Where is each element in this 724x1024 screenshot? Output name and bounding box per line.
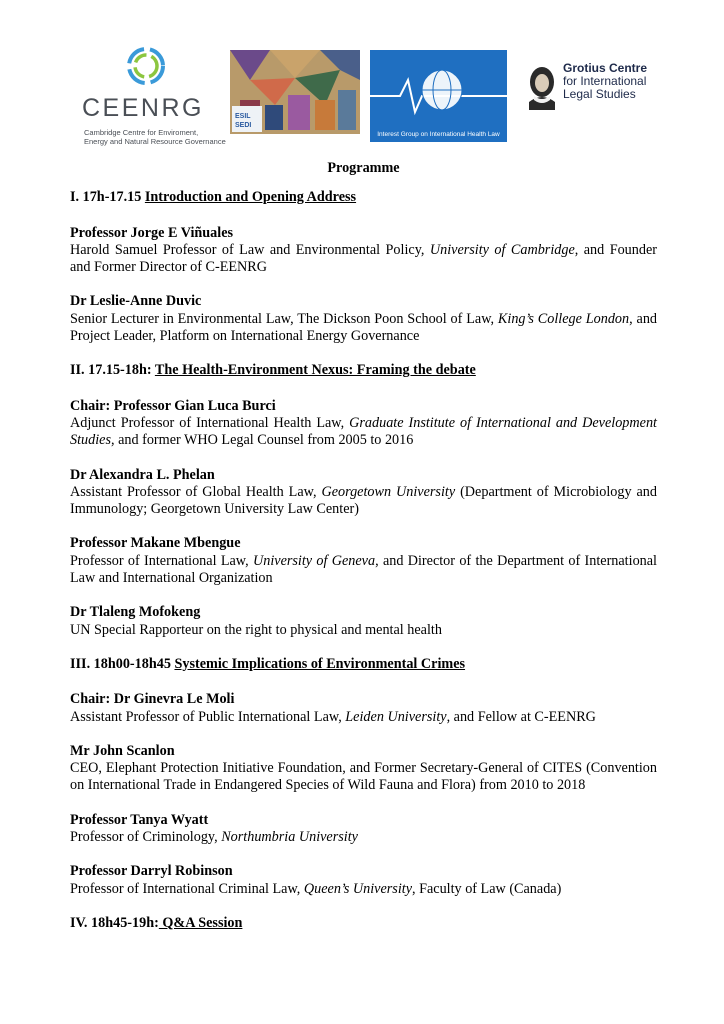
speaker-name: Dr Leslie-Anne Duvic — [70, 293, 202, 310]
speaker-description: Harold Samuel Professor of Law and Environmental Policy, University of Cambridge, and Founder and Former Director of C-EENRG — [70, 241, 657, 276]
logo-strip — [0, 0, 724, 150]
icl-interest-group-logo — [230, 50, 360, 134]
speaker-description: Senior Lecturer in Environmental Law, The Dickson Poon School of Law, King’s College London, and Project Leader, Platform on International Energy Governance — [70, 310, 658, 345]
grotius-portrait-icon — [525, 62, 559, 110]
ceenrg-wordmark: CEENRG — [82, 94, 204, 122]
health-law-caption: Interest Group on International Health Law — [377, 131, 500, 138]
speaker-entry — [70, 225, 657, 277]
grotius-centre-text: Grotius Centre for International Legal Studies — [563, 61, 648, 101]
speaker-entry — [70, 398, 657, 450]
health-law-logo — [370, 50, 507, 142]
speaker-entry — [70, 691, 657, 726]
speaker-entry — [70, 812, 657, 847]
speaker-description: CEO, Elephant Protection Initiative Foundation, and Former Secretary-General of CITES (Convention on International Trade in Endangered Species of Wild Fauna and Flora) from 2010 to 2018 — [70, 760, 657, 794]
speaker-entry — [70, 863, 657, 898]
speaker-name: Professor Makane Mbengue — [70, 535, 241, 552]
speaker-name: Professor Darryl Robinson — [70, 863, 233, 880]
speaker-description: Professor of International Criminal Law, Queen’s University, Faculty of Law (Canada) — [70, 880, 562, 897]
ceenrg-logo — [82, 44, 232, 144]
speaker-name: Professor Jorge E Viñuales — [70, 224, 234, 241]
speaker-entry — [70, 743, 657, 795]
speaker-name: Professor Tanya Wyatt — [70, 811, 209, 828]
section-heading: II. 17.15-18h: The Health-Environment Nexus: Framing the debate — [70, 362, 476, 379]
speaker-entry — [70, 467, 657, 519]
ceenrg-ring-icon — [82, 44, 232, 94]
section-heading: III. 18h00-18h45 Systemic Implications of Environmental Crimes — [70, 655, 466, 672]
speaker-description: Adjunct Professor of International Health Law, Graduate Institute of International and Development Studies, and former WHO Legal Counsel from 2005 to 2016 — [70, 414, 657, 449]
speaker-description: UN Special Rapporteur on the right to physical and mental health — [70, 621, 442, 638]
programme-content — [70, 160, 657, 950]
svg-text:SEDI: SEDI — [235, 122, 252, 129]
section-heading: IV. 18h45-19h: Q&A Session — [70, 914, 243, 931]
speaker-description: Assistant Professor of Public International Law, Leiden University, and Fellow at C-EENRG — [70, 708, 596, 725]
speaker-entry — [70, 604, 657, 639]
abstract-painting-icon — [230, 50, 360, 134]
speaker-name: Dr Alexandra L. Phelan — [70, 466, 215, 483]
page-title: Programme — [327, 160, 400, 176]
globe-heartbeat-icon — [370, 50, 507, 142]
speaker-description: Professor of International Law, University of Geneva, and Director of the Department of International Law and International Organization — [70, 552, 657, 587]
speaker-name: Chair: Dr Ginevra Le Moli — [70, 691, 235, 708]
speaker-name: Mr John Scanlon — [70, 742, 175, 759]
section-heading: I. 17h-17.15 Introduction and Opening Address — [70, 189, 357, 206]
speaker-entry — [70, 293, 657, 345]
speaker-description: Assistant Professor of Global Health Law, Georgetown University (Department of Microbiology and Immunology; Georgetown University Law Center) — [70, 483, 657, 518]
speaker-name: Dr Tlaleng Mofokeng — [70, 604, 201, 621]
grotius-centre-logo — [525, 62, 665, 122]
svg-text:ESIL: ESIL — [235, 113, 251, 120]
ceenrg-subtitle: Cambridge Centre for Enviroment, Energy and Natural Resource Governance — [84, 128, 226, 146]
speaker-entry — [70, 535, 657, 587]
speaker-name: Chair: Professor Gian Luca Burci — [70, 397, 276, 414]
speaker-description: Professor of Criminology, Northumbria University — [70, 829, 358, 846]
